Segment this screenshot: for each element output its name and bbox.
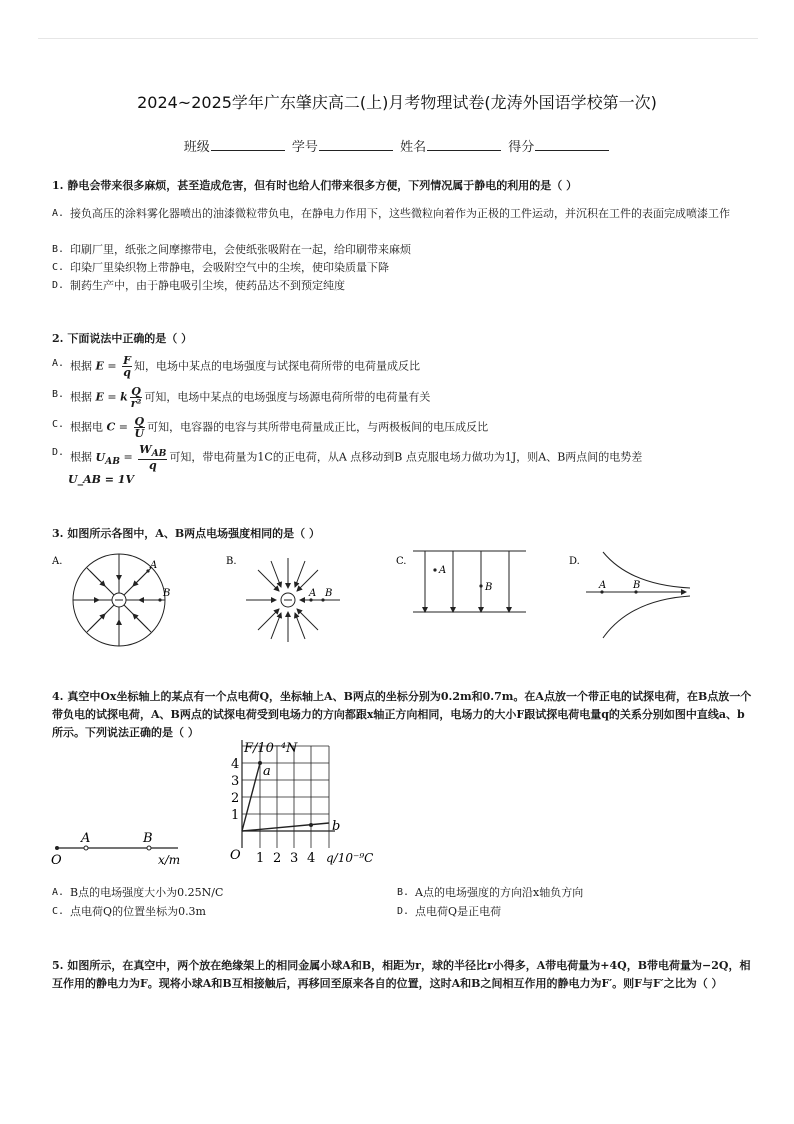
q1-option-c[interactable]: C. 印染厂里染织物上带静电，会吸附空气中的尘埃，使印染质量下降 — [52, 261, 390, 274]
q2-option-d-result: U_AB = 1V — [68, 473, 134, 486]
fig-d-label: D. — [569, 556, 580, 567]
svg-text:A: A — [309, 588, 317, 599]
header-rule — [38, 38, 758, 39]
chart-ylabel: F/10⁻⁴N — [244, 741, 298, 756]
q5-stem: 5. 如图所示，在真空中，两个放在绝缘架上的相同金属小球A和B，相距为r，球的半径比r小得多，A带电荷量为+4Q，B带电荷量为−2Q，相互作用的静电力为F。现将小球A和B互相接触后，再移回至原来各自的位置，这时A和B之间相互作用的静电力为F′。则F与F′之比为（ ） — [52, 959, 751, 990]
chart-xtick-1: 1 — [256, 851, 265, 866]
q2-stem: 2. 下面说法中正确的是（ ） — [52, 332, 193, 345]
fig-b-diagram[interactable] — [246, 558, 340, 642]
q4-axis-diagram — [50, 830, 190, 870]
name-blank[interactable] — [427, 138, 501, 151]
student-info-fields — [0, 136, 794, 155]
q1-stem: 1. 静电会带来很多麻烦，甚至造成危害，但有时也给人们带来很多方便，下列情况属于静电的利用的是（ ） — [52, 179, 578, 192]
q4-option-b[interactable]: B. A点的电场强度的方向沿x轴负方向 — [397, 886, 584, 899]
svg-text:B: B — [633, 580, 641, 591]
axis-point-a-label: A — [81, 831, 91, 846]
q1-option-b[interactable]: B. 印刷厂里，纸张之间摩擦带电，会使纸张吸附在一起，给印刷带来麻烦 — [52, 243, 412, 256]
q2-option-c[interactable]: C. 根据电 C = $\frac{Q}{U}$ 可知，电容器的电容与其所带电荷量成正比，与两极板间的电压成反比 — [52, 415, 489, 440]
fig-a-diagram[interactable] — [73, 554, 170, 646]
svg-text:B: B — [325, 588, 333, 599]
student-id-blank[interactable] — [319, 138, 393, 151]
axis-point-b-label: B — [143, 831, 153, 846]
chart-ytick-2: 2 — [231, 791, 240, 806]
q4-f-q-chart — [225, 738, 385, 868]
fig-a-label: A. — [52, 556, 63, 567]
q2-option-d[interactable]: D. 根据 $U_{AB}$ = $\frac{W_{AB}}{q}$ 可知，带电荷量为1C的正电荷，从A 点移动到B 点克服电场力做功为1J，则A、B两点间的电势差 — [52, 443, 643, 473]
q1-option-a[interactable]: A. 接负高压的涂料雾化器喷出的油漆微粒带负电，在静电力作用下，这些微粒向着作为正极的工件运动，并沉积在工件的表面完成喷漆工作 — [52, 207, 731, 220]
q3-stem: 3. 如图所示各图中，A、B两点电场强度相同的是（ ） — [52, 527, 320, 540]
svg-text:B: B — [163, 588, 171, 599]
svg-text:A: A — [150, 560, 158, 571]
chart-xlabel: q/10⁻⁹C — [326, 851, 374, 865]
chart-ytick-3: 3 — [231, 774, 240, 789]
class-blank[interactable] — [211, 138, 285, 151]
q4-option-a[interactable]: A. B点的电场强度大小为0.25N/C — [52, 886, 224, 899]
chart-xtick-2: 2 — [273, 851, 282, 866]
student-id-label: 学号 — [291, 140, 318, 155]
chart-ytick-1: 1 — [231, 808, 240, 823]
axis-origin-label: O — [51, 853, 62, 868]
svg-text:A: A — [439, 565, 447, 576]
fig-c-diagram[interactable] — [413, 551, 526, 612]
chart-line-b — [242, 823, 329, 831]
q4-option-c[interactable]: C. 点电荷Q的位置坐标为0.3m — [52, 905, 206, 918]
chart-ytick-4: 4 — [231, 757, 240, 772]
chart-line-a-label: a — [263, 764, 271, 779]
fig-d-diagram[interactable] — [586, 552, 690, 638]
svg-text:B: B — [485, 582, 493, 593]
svg-text:A: A — [599, 580, 607, 591]
score-blank[interactable] — [535, 138, 609, 151]
q1-option-d[interactable]: D. 制药生产中，由于静电吸引尘埃，使药品达不到预定纯度 — [52, 279, 346, 292]
fig-c-label: C. — [396, 556, 407, 567]
class-label: 班级 — [183, 140, 210, 155]
q3-figures — [50, 550, 750, 650]
exam-title: 2024~2025学年广东肇庆高二(上)月考物理试卷(龙涛外国语学校第一次) — [137, 93, 657, 112]
chart-xtick-4: 4 — [307, 851, 316, 866]
chart-xtick-3: 3 — [290, 851, 299, 866]
name-label: 姓名 — [400, 140, 427, 155]
chart-origin: O — [230, 848, 241, 863]
q4-stem: 4. 真空中Ox坐标轴上的某点有一个点电荷Q，坐标轴上A、B两点的坐标分别为0.2m和0.7m。在A点放一个带正电的试探电荷，在B点放一个带负电的试探电荷，A、B两点的试探电荷受到电场力的方向都跟x轴正方向相同，电场力的大小F跟试探电荷电量q的关系分别如图中直线a、b所示。下列说法正确的是（ ） — [52, 690, 752, 739]
score-label: 得分 — [508, 140, 535, 155]
q2-option-a[interactable]: A. 根据 E = $\frac{F}{q}$ 知，电场中某点的电场强度与试探电荷所带的电荷量成反比 — [52, 354, 420, 379]
q2-option-b[interactable]: B. 根据 E = k $\frac{Q}{\text{r²}}$ 可知，电场中某点的电场强度与场源电荷所带的电荷量有关 — [52, 385, 431, 410]
q4-option-d[interactable]: D. 点电荷Q是正电荷 — [397, 905, 502, 918]
chart-line-b-label: b — [332, 819, 341, 834]
fig-b-label: B. — [226, 556, 237, 567]
axis-x-label: x/m — [158, 853, 181, 867]
